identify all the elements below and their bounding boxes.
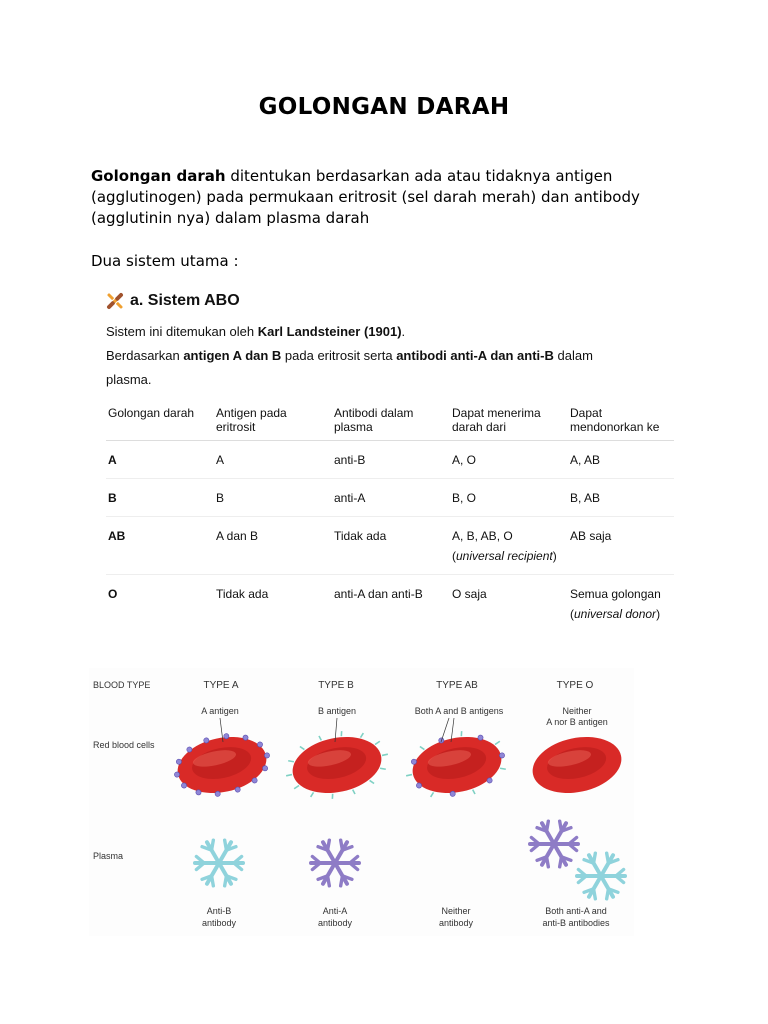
cell-blood-type: B xyxy=(106,479,214,517)
b-antigen-marker xyxy=(370,780,374,785)
table-row xyxy=(106,479,674,517)
cell-antigen: A dan B xyxy=(214,517,332,575)
abo-section xyxy=(106,288,676,632)
anti-a-antibody-type-o xyxy=(530,821,578,867)
donate-note: (universal donor) xyxy=(570,607,661,621)
cell-receive: A, O xyxy=(450,441,568,479)
neither-antibody-label-2: antibody xyxy=(438,918,474,928)
cell-receive: B, O xyxy=(450,479,568,517)
type-o-cell xyxy=(527,729,626,801)
b-antigen-marker xyxy=(430,792,434,797)
text-span: Berdasarkan xyxy=(106,348,184,363)
b-antigen-marker xyxy=(294,786,300,789)
abo-table xyxy=(106,398,674,632)
red-blood-cells xyxy=(168,723,626,808)
neither-antigen-label-1: Neither xyxy=(562,706,592,716)
table-header-row xyxy=(106,398,674,441)
type-ab-cell xyxy=(399,723,511,807)
type-o-header: TYPE O xyxy=(556,680,594,691)
b-antigen-label: B antigen xyxy=(317,706,357,716)
leader-line xyxy=(441,718,449,742)
rbc-row-label: Red blood cells xyxy=(93,740,155,750)
b-antigen-marker xyxy=(500,767,506,770)
cell-antibody: anti-A dan anti-B xyxy=(334,587,423,601)
b-antigen-marker xyxy=(382,754,388,755)
abo-heading-text: a. Sistem ABO xyxy=(130,292,240,309)
blood-type-illustration xyxy=(89,668,634,936)
b-antigen-marker xyxy=(310,792,314,797)
cell-donate: B, AB xyxy=(568,479,674,517)
donate-note-text: universal donor xyxy=(574,607,657,621)
both-antibodies-label-2: anti-B antibodies xyxy=(542,918,610,928)
b-antigen-marker xyxy=(288,760,294,763)
text-span: pada eritrosit serta xyxy=(281,348,397,363)
text-span: . xyxy=(401,324,406,339)
antibodies xyxy=(195,821,625,899)
cell-receive xyxy=(450,517,568,575)
intro-bold-term: Golongan darah xyxy=(91,167,226,185)
cell-antigen: A xyxy=(214,441,332,479)
cell-antibody: Tidak ada xyxy=(332,517,450,575)
cell-antibody: anti-B xyxy=(332,441,450,479)
cell-receive: O saja xyxy=(452,587,487,601)
anti-a-label-1: Anti-A xyxy=(322,906,348,916)
table-row xyxy=(106,575,674,633)
type-a-header: TYPE A xyxy=(203,680,239,691)
cell-donate: AB saja xyxy=(568,517,674,575)
both-antibodies-label-1: Both anti-A and xyxy=(545,906,607,916)
text-span: dalam plasma. xyxy=(106,348,593,387)
anti-b-label-2: antibody xyxy=(201,918,237,928)
cell-blood-type: AB xyxy=(106,517,214,575)
cell-antibody: anti-A xyxy=(332,479,450,517)
b-antigen-marker xyxy=(300,746,304,751)
abo-discovery-line xyxy=(106,320,676,344)
cell-donate xyxy=(568,575,674,633)
col-header-blood-type: Golongan darah xyxy=(106,398,214,441)
anti-b-label-1: Anti-B xyxy=(206,906,232,916)
figure-col-header: BLOOD TYPE xyxy=(93,680,151,690)
intro-text: ditentukan berdasarkan ada atau tidaknya antigen (agglutinogen) pada permukaan eritrosit (sel darah merah) dan antibody (agglutinin nya) dalam plasma darah xyxy=(91,167,640,227)
neither-antibody-label-1: Neither xyxy=(441,906,471,916)
b-antigen-marker xyxy=(340,731,342,736)
b-antigen-marker xyxy=(420,746,424,751)
receive-note-text: universal recipient xyxy=(456,549,553,563)
donate-value: Semua golongan xyxy=(570,587,661,601)
type-b-header: TYPE B xyxy=(318,680,354,691)
b-antigen-marker xyxy=(460,731,462,736)
cell-antigen: B xyxy=(214,479,332,517)
table-row xyxy=(106,441,674,479)
document-title: GOLONGAN DARAH xyxy=(258,94,510,120)
b-antigen-marker xyxy=(319,736,321,741)
type-b-cell xyxy=(279,723,394,808)
col-header-antigen: Antigen pada eritrosit xyxy=(214,398,332,441)
receive-note: (universal recipient) xyxy=(452,549,557,563)
b-antigen-marker xyxy=(286,775,292,776)
cell-blood-type: O xyxy=(108,587,118,601)
b-antigen-marker xyxy=(331,794,333,799)
anti-a-antibody xyxy=(311,840,359,886)
b-antigen-marker xyxy=(495,741,501,744)
anti-b-antibody-type-o xyxy=(577,853,625,899)
intro-paragraph xyxy=(91,166,691,229)
type-a-cell xyxy=(168,726,276,805)
cell-donate: A, AB xyxy=(568,441,674,479)
antigen-term: antigen A dan B xyxy=(183,348,282,363)
text-span: Sistem ini ditemukan oleh xyxy=(106,324,258,339)
b-antigen-marker xyxy=(360,733,364,738)
main-systems-label: Dua sistem utama : xyxy=(91,252,239,270)
discoverer-name: Karl Landsteiner (1901) xyxy=(257,324,402,339)
abo-heading xyxy=(106,288,676,314)
table-row xyxy=(106,517,674,575)
col-header-donate: Dapat mendonorkan ke xyxy=(568,398,674,441)
b-antigen-marker xyxy=(406,775,412,776)
ab-antigen-label: Both A and B antigens xyxy=(414,706,504,716)
b-antigen-marker xyxy=(375,741,381,744)
b-antigen-marker xyxy=(380,767,386,770)
dna-icon xyxy=(106,292,124,310)
abo-basis-line xyxy=(106,344,606,392)
cell-antigen: Tidak ada xyxy=(216,587,269,601)
col-header-receive: Dapat menerima darah dari xyxy=(450,398,568,441)
col-header-antibody: Antibodi dalam plasma xyxy=(332,398,450,441)
b-antigen-marker xyxy=(473,789,475,794)
receive-value: A, B, AB, O xyxy=(452,529,513,543)
abo-paragraph xyxy=(106,320,676,392)
plasma-row-label: Plasma xyxy=(93,851,124,861)
anti-b-antibody xyxy=(195,840,243,886)
type-ab-header: TYPE AB xyxy=(436,680,478,691)
antibody-term: antibodi anti-A dan anti-B xyxy=(396,348,554,363)
a-antigen-label: A antigen xyxy=(201,706,239,716)
neither-antigen-label-2: A nor B antigen xyxy=(546,717,608,727)
anti-a-label-2: antibody xyxy=(317,918,353,928)
blood-type-figure xyxy=(89,668,634,936)
cell-blood-type: A xyxy=(106,441,214,479)
b-antigen-marker xyxy=(353,789,355,794)
